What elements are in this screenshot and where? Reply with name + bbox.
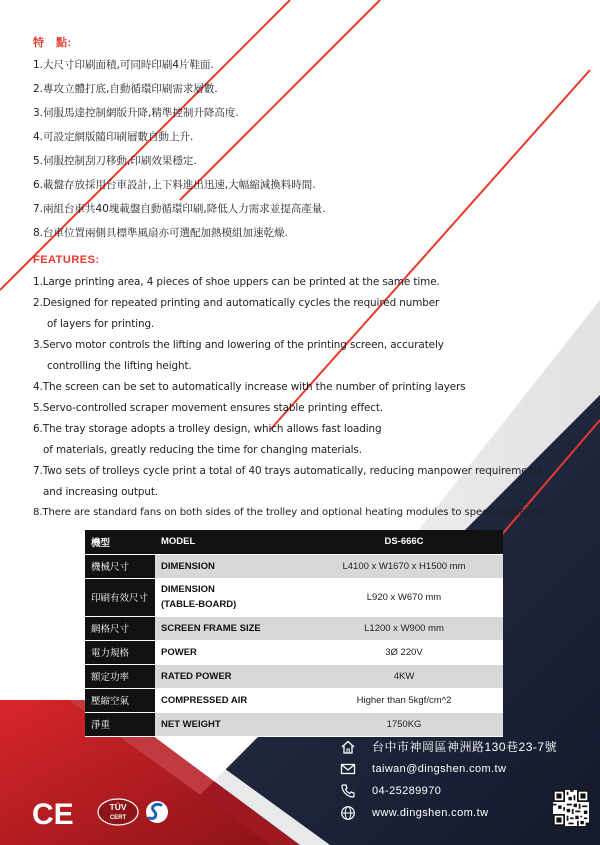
spec-header-zh: 機型: [85, 530, 155, 554]
spec-label-en: RATED POWER: [155, 664, 305, 688]
features-en-heading: FEATURES:: [33, 254, 100, 266]
features-zh-item-5: 5.伺服控制刮刀移動,印刷效果穩定.: [33, 155, 197, 167]
home-icon: [340, 739, 356, 755]
features-zh-item-8: 8.台車位置兩側具標準風扇亦可選配加熱模組加速乾燥.: [33, 227, 288, 239]
spec-label-en-line-2: (TABLE-BOARD): [161, 599, 237, 610]
phone-icon: [340, 783, 356, 799]
spec-label-en: [155, 578, 305, 616]
spec-row: [85, 616, 503, 640]
features-en-line-10: 7.Two sets of trolleys cycle print a total of 40 trays automatically, reducing manpower requirements: [33, 465, 544, 477]
spec-row: [85, 664, 503, 688]
contact-email[interactable]: taiwan@dingshen.com.tw: [372, 763, 507, 775]
contact-email-row: [340, 761, 506, 777]
spec-value: Higher than 5kgf/cm^2: [305, 688, 503, 712]
features-en-line-1: 1.Large printing area, 4 pieces of shoe uppers can be printed at the same time.: [33, 276, 440, 288]
spec-label-zh: 電力規格: [85, 640, 155, 664]
contact-website-row: [340, 805, 488, 821]
features-zh-item-3: 3.伺服馬達控制網版升降,精準控制升降高度.: [33, 107, 239, 119]
spec-value: L4100 x W1670 x H1500 mm: [305, 554, 503, 578]
spec-value: L1200 x W900 mm: [305, 616, 503, 640]
spec-header-row: [85, 530, 503, 554]
spec-label-en: NET WEIGHT: [155, 712, 305, 736]
tuv-cert-badge: [98, 799, 138, 825]
features-zh-item-2: 2.專攻立體打底,自動循環印刷需求層數.: [33, 83, 218, 95]
features-zh-item-1: 1.大尺寸印刷面積,可同時印刷4片鞋面.: [33, 59, 214, 71]
spec-label-zh: 機械尺寸: [85, 554, 155, 578]
spec-label-en: COMPRESSED AIR: [155, 688, 305, 712]
spec-row: [85, 688, 503, 712]
qr-code[interactable]: [553, 790, 589, 826]
cert-text: CERT: [109, 815, 127, 821]
spec-table: [85, 530, 503, 737]
spec-label-en-line-1: DIMENSION: [161, 584, 215, 595]
spec-label-zh: 壓縮空氣: [85, 688, 155, 712]
features-zh-item-6: 6.載盤存放採用台車設計,上下料進出迅速,大幅縮減換料時間.: [33, 179, 316, 191]
features-en-line-9: of materials, greatly reducing the time for changing materials.: [43, 444, 362, 456]
spec-value: 1750KG: [305, 712, 503, 736]
features-zh-item-7: 7.兩組台車共40塊載盤自動循環印刷,降低人力需求並提高產量.: [33, 203, 326, 215]
contact-address-row: [340, 738, 557, 755]
spec-label-zh: 額定功率: [85, 664, 155, 688]
spec-row: [85, 712, 503, 736]
features-en-line-7: 5.Servo-controlled scraper movement ensures stable printing effect.: [33, 402, 384, 414]
contact-phone-row: [340, 783, 441, 799]
spec-label-zh: 網格尺寸: [85, 616, 155, 640]
features-zh-heading: 特 點:: [33, 37, 72, 49]
features-en-line-3: of layers for printing.: [47, 318, 155, 330]
spec-value: 3Ø 220V: [305, 640, 503, 664]
spec-header-en: MODEL: [155, 530, 305, 554]
contact-address: 台中市神岡區神洲路130巷23-7號: [372, 740, 558, 754]
features-en-line-6: 4.The screen can be set to automatically increase with the number of printing layers: [33, 381, 466, 393]
spec-row: [85, 578, 503, 616]
features-en-line-4: 3.Servo motor controls the lifting and lowering of the printing screen, accurately: [33, 339, 444, 351]
contact-website[interactable]: www.dingshen.com.tw: [372, 807, 489, 819]
spec-row: [85, 640, 503, 664]
contact-phone[interactable]: 04-25289970: [372, 785, 442, 797]
features-zh-item-4: 4.可設定網版隨印刷層數自動上升.: [33, 131, 194, 143]
features-en-line-8: 6.The tray storage adopts a trolley design, which allows fast loading: [33, 423, 382, 435]
mail-icon: [340, 761, 356, 777]
tuv-text: TÜV: [109, 802, 127, 812]
features-en-line-5: controlling the lifting height.: [47, 360, 192, 372]
spec-label-en: DIMENSION: [155, 554, 305, 578]
globe-icon: [340, 805, 356, 821]
spec-label-zh: 淨重: [85, 712, 155, 736]
certification-logos: [30, 792, 170, 832]
brand-s-logo: [146, 801, 168, 823]
spec-label-en: POWER: [155, 640, 305, 664]
ce-mark: CE: [32, 798, 74, 831]
spec-label-zh: 印刷有效尺寸: [85, 578, 155, 616]
spec-value: 4KW: [305, 664, 503, 688]
features-en-line-11: and increasing output.: [43, 486, 158, 498]
features-en-line-2: 2.Designed for repeated printing and automatically cycles the required number: [33, 297, 440, 309]
spec-header-value: DS-666C: [305, 530, 503, 554]
features-en-line-12: 8.There are standard fans on both sides of the trolley and optional heating modules to speed up drying.: [33, 507, 548, 518]
spec-label-en: SCREEN FRAME SIZE: [155, 616, 305, 640]
spec-row: [85, 554, 503, 578]
spec-value: L920 x W670 mm: [305, 578, 503, 616]
